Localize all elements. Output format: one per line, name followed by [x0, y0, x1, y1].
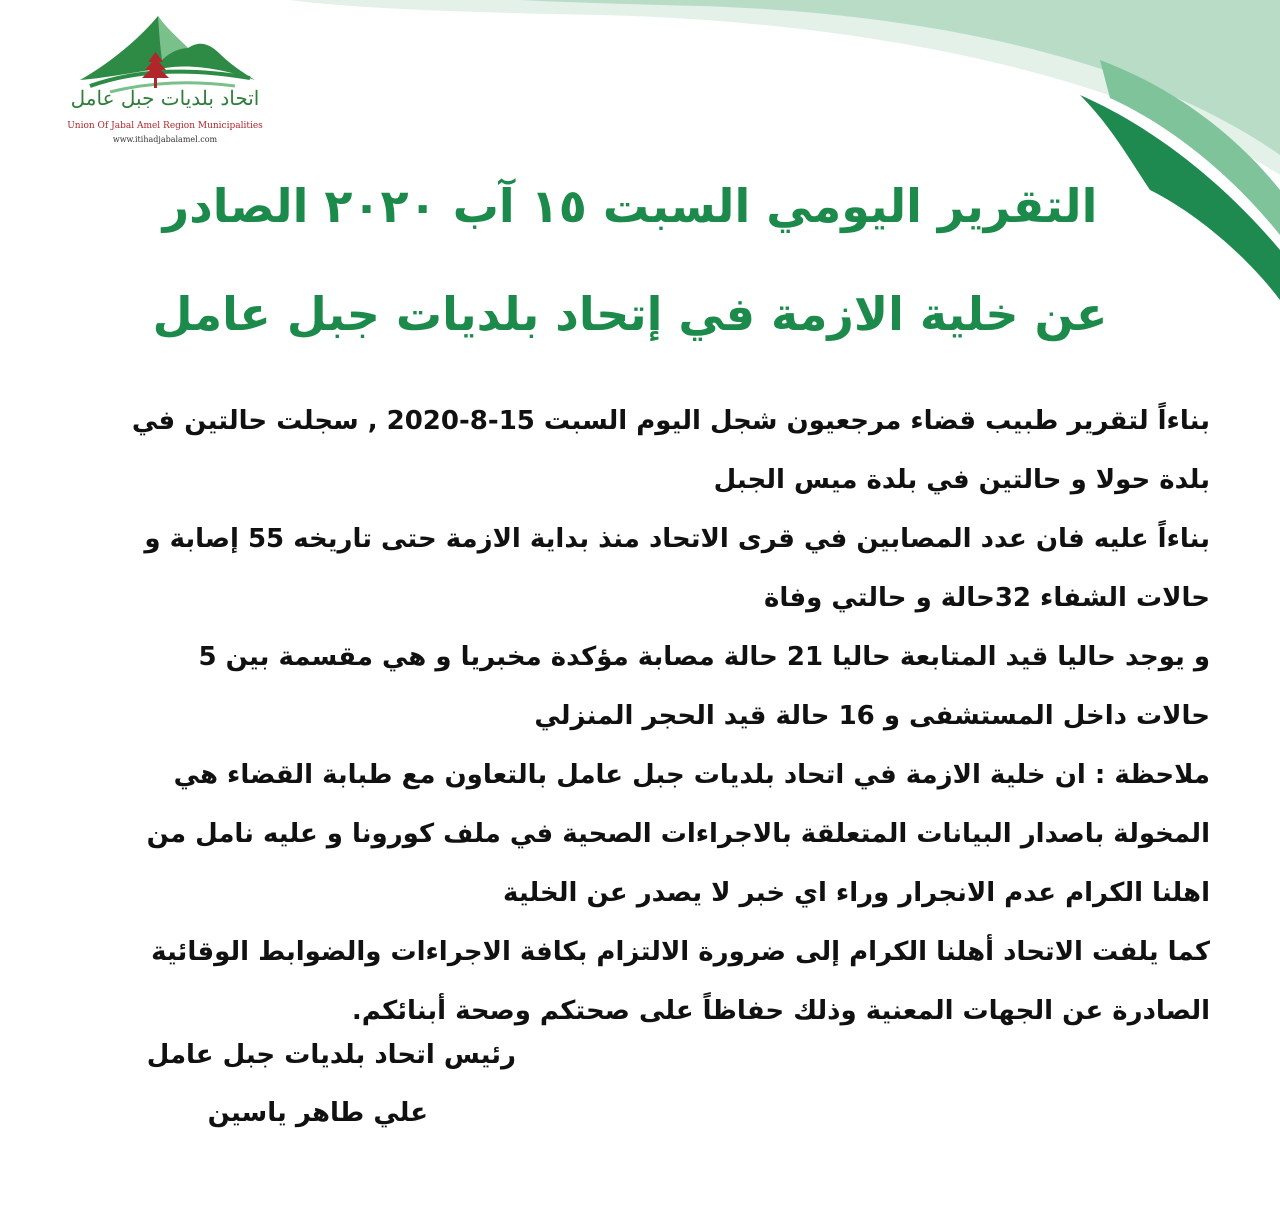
report-body: [60, 392, 1210, 1041]
signature-title: رئيس اتحاد بلديات جبل عامل: [146, 1040, 516, 1070]
body-line: المخولة باصدار البيانات المتعلقة بالاجراءات الصحية في ملف كورونا و عليه نامل من: [146, 819, 1210, 849]
logo-arabic-name: اتحاد بلديات جبل عامل: [70, 86, 260, 110]
logo-english-name: Union Of Jabal Amel Region Municipalities: [67, 121, 263, 131]
report-title-line-1: التقرير اليومي السبت ١٥ آب ٢٠٢٠ الصادر: [162, 179, 1098, 233]
body-line: الصادرة عن الجهات المعنية وذلك حفاظاً على صحتكم وصحة أبنائكم.: [351, 996, 1210, 1026]
body-line: ملاحظة : ان خلية الازمة في اتحاد بلديات جبل عامل بالتعاون مع طبابة القضاء هي: [173, 760, 1210, 790]
body-line: حالات داخل المستشفى و 16 حالة قيد الحجر المنزلي: [534, 701, 1210, 731]
signature-name: علي طاهر ياسين: [207, 1098, 428, 1128]
report-title-line-2: عن خلية الازمة في إتحاد بلديات جبل عامل: [152, 287, 1108, 341]
body-line: اهلنا الكرام عدم الانجرار وراء اي خبر لا يصدر عن الخلية: [503, 878, 1210, 908]
body-line: و يوجد حاليا قيد المتابعة حاليا 21 حالة مصابة مؤكدة مخبريا و هي مقسمة بين 5: [198, 642, 1210, 672]
body-line: بناءاً لتقرير طبيب قضاء مرجعيون شجل اليوم السبت 15-8-2020 , سجلت حالتين في: [131, 406, 1210, 436]
body-line: كما يلفت الاتحاد أهلنا الكرام إلى ضرورة الالتزام بكافة الاجراءات والضوابط الوقائية: [151, 937, 1210, 967]
mountain-cedar-logo-icon: [70, 8, 260, 93]
union-logo: [60, 8, 270, 148]
body-line: بناءاً عليه فان عدد المصابين في قرى الاتحاد منذ بداية الازمة حتى تاريخه 55 إصابة و: [144, 524, 1210, 554]
body-line: حالات الشفاء 32حالة و حالتي وفاة: [763, 583, 1210, 613]
body-line: بلدة حولا و حالتين في بلدة ميس الجبل: [713, 465, 1210, 495]
logo-website: www.itihadjabalamel.com: [112, 135, 218, 144]
